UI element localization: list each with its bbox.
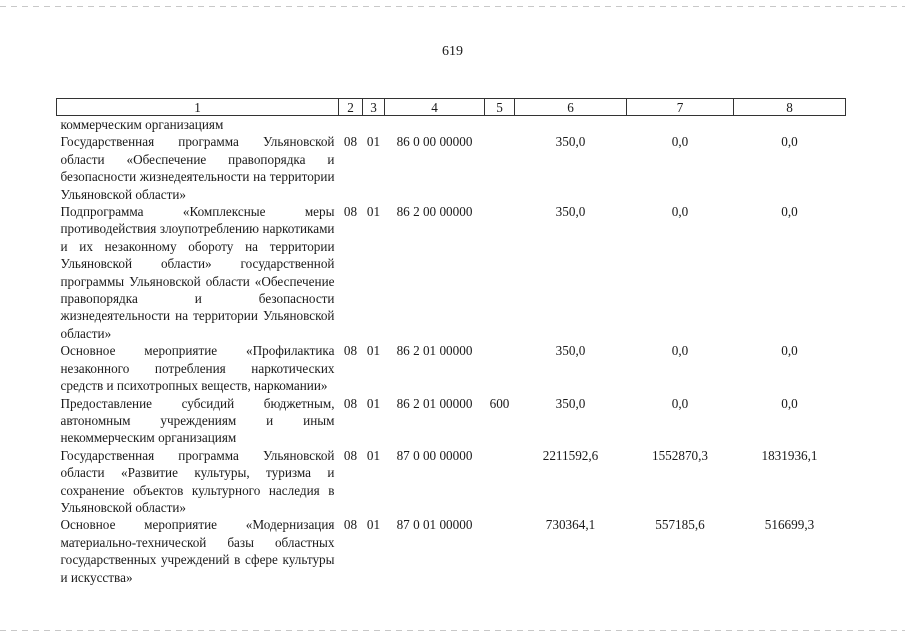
header-col-1: 1 <box>57 99 339 116</box>
row-amount-8: 516699,3 <box>764 517 815 533</box>
table-row <box>57 133 846 203</box>
header-col-3: 3 <box>363 99 385 116</box>
row-section: 08 <box>343 395 358 411</box>
row-subsection: 01 <box>366 395 381 411</box>
table-row <box>57 516 846 586</box>
header-col-4: 4 <box>385 99 485 116</box>
row-amount-6: 350,0 <box>555 134 586 150</box>
row-name: Государственная программа Ульяновской области «Развитие культуры, туризма и сохранение объектов культурного наследия в Ульяновской области» <box>60 447 335 515</box>
row-target-code: 87 0 00 00000 <box>396 447 473 463</box>
row-amount-8: 0,0 <box>781 395 798 411</box>
row-subsection: 01 <box>366 134 381 150</box>
header-col-6: 6 <box>515 99 627 116</box>
scan-edge-bottom <box>0 630 905 631</box>
row-section: 08 <box>343 447 358 463</box>
row-section: 08 <box>343 134 358 150</box>
row-section: 08 <box>343 517 358 533</box>
table-row <box>57 203 846 342</box>
row-amount-7: 0,0 <box>671 343 689 359</box>
row-section: 08 <box>343 204 358 220</box>
row-amount-8: 1831936,1 <box>761 447 818 463</box>
row-section <box>339 116 363 134</box>
row-subsection: 01 <box>366 204 381 220</box>
row-target-code: 86 2 01 00000 <box>396 343 473 359</box>
row-amount-6: 350,0 <box>555 204 586 220</box>
row-expense-type <box>485 342 515 394</box>
row-expense-type <box>485 447 515 517</box>
row-amount-7: 0,0 <box>671 134 689 150</box>
row-amount-6 <box>515 116 627 134</box>
row-target-code: 87 0 01 00000 <box>396 517 473 533</box>
row-amount-6: 350,0 <box>555 395 586 411</box>
page-number: 619 <box>442 44 463 59</box>
row-amount-8: 0,0 <box>781 343 798 359</box>
row-name: Предоставление субсидий бюджетным, автономным учреждениям и иным некоммерческим организациям <box>60 395 335 446</box>
header-col-7: 7 <box>627 99 734 116</box>
row-subsection: 01 <box>366 447 381 463</box>
table-row <box>57 116 846 134</box>
budget-table <box>56 98 846 586</box>
row-amount-8: 0,0 <box>781 134 798 150</box>
row-target-code: 86 2 01 00000 <box>396 395 473 411</box>
header-row <box>57 99 846 116</box>
row-expense-type <box>485 203 515 342</box>
row-name: коммерческим организациям <box>60 117 224 132</box>
row-name: Основное мероприятие «Модернизация материально-технической базы областных государственных учреждений в сфере культуры и искусства» <box>60 517 335 585</box>
row-amount-7: 557185,6 <box>655 517 705 533</box>
row-target-code: 86 2 00 00000 <box>396 204 473 220</box>
row-expense-type <box>485 116 515 134</box>
table-row <box>57 395 846 447</box>
header-col-5: 5 <box>485 99 515 116</box>
table-row <box>57 447 846 517</box>
row-amount-7: 0,0 <box>671 204 689 220</box>
row-amount-7 <box>627 116 734 134</box>
row-expense-type <box>485 133 515 203</box>
header-col-8: 8 <box>734 99 846 116</box>
row-subsection: 01 <box>366 517 381 533</box>
row-subsection: 01 <box>366 343 381 359</box>
row-name: Основное мероприятие «Профилактика незаконного потребления наркотических средств и психотропных веществ, наркомании» <box>60 343 335 394</box>
row-amount-6: 2211592,6 <box>542 447 599 463</box>
row-section: 08 <box>343 343 358 359</box>
table-row <box>57 342 846 394</box>
row-amount-8 <box>734 116 846 134</box>
row-amount-8: 0,0 <box>781 204 798 220</box>
header-col-2: 2 <box>339 99 363 116</box>
row-amount-6: 350,0 <box>555 343 586 359</box>
row-expense-type: 600 <box>489 395 510 411</box>
row-amount-7: 0,0 <box>671 395 689 411</box>
row-target-code <box>385 116 485 134</box>
row-amount-6: 730364,1 <box>545 517 596 533</box>
row-subsection <box>363 116 385 134</box>
scan-edge-top <box>0 6 905 7</box>
row-expense-type <box>485 516 515 586</box>
row-name: Подпрограмма «Комплексные меры противодействия злоупотреблению наркотиками и их незаконному обороту на территории Ульяновской области» государственной программы Ульяновской области «Обеспечение правопорядка и безопасности жизнедеятельности на территории Ульяновской области» <box>60 204 335 341</box>
row-target-code: 86 0 00 00000 <box>396 134 473 150</box>
row-name: Государственная программа Ульяновской области «Обеспечение правопорядка и безопасности жизнедеятельности на территории Ульяновской области» <box>60 134 335 202</box>
row-amount-7: 1552870,3 <box>651 447 709 463</box>
